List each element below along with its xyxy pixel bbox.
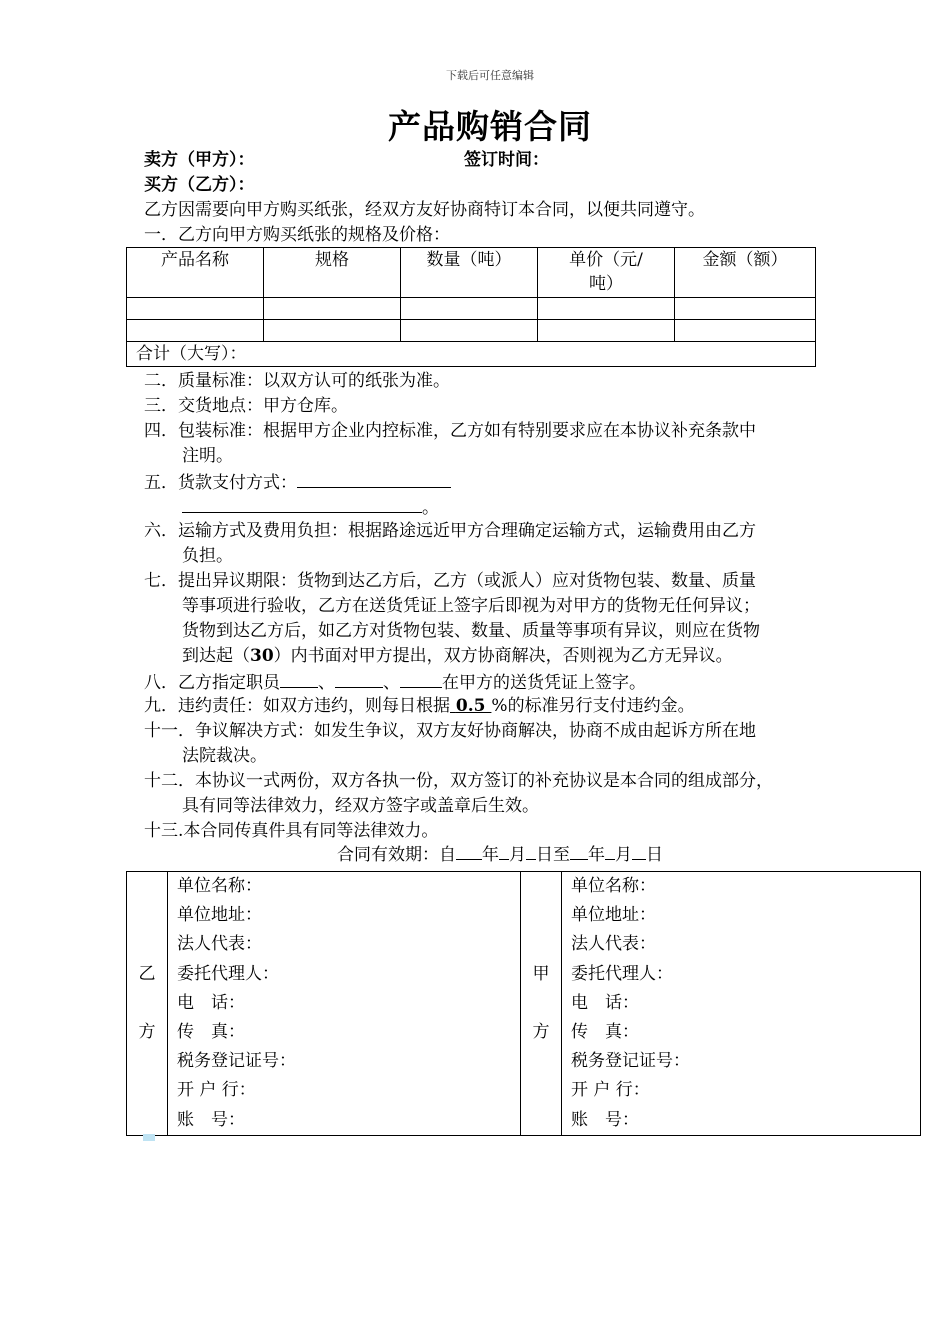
payment-method-blank-2[interactable] xyxy=(182,494,422,513)
tax-id-label: 税务登记证号： xyxy=(571,1051,690,1072)
account-label: 账 号： xyxy=(571,1109,639,1130)
clause-8-pre: 八．乙方指定职员 xyxy=(144,673,280,693)
clause-7-pre: 到达起（ xyxy=(182,646,250,666)
agent-label: 委托代理人： xyxy=(571,963,673,984)
agent-label: 委托代理人： xyxy=(177,963,279,984)
start-year-blank[interactable] xyxy=(456,841,482,860)
company-address-label: 单位地址： xyxy=(571,905,656,926)
table-cell[interactable] xyxy=(264,320,401,342)
clause-6-line-2: 负担。 xyxy=(182,546,233,566)
clause-10-line-2: 法院裁决。 xyxy=(182,746,267,766)
clause-9-pre: 九．违约责任：如双方违约，则每日根据 xyxy=(144,696,450,716)
clause-3: 三．交货地点：甲方仓库。 xyxy=(144,396,348,416)
validity-period xyxy=(337,841,663,868)
party-b-fields[interactable] xyxy=(168,872,521,1136)
header-note: 下载后可任意编辑 xyxy=(446,69,534,82)
header-unit-price-line2: 吨） xyxy=(589,274,623,294)
clause-4-line-2: 注明。 xyxy=(182,446,233,466)
validity-month-2: 月 xyxy=(615,845,632,865)
start-day-blank[interactable] xyxy=(526,841,536,860)
table-row xyxy=(127,320,816,342)
clause-8-post: 在甲方的送货凭证上签字。 xyxy=(442,673,646,693)
company-address-label: 单位地址： xyxy=(177,905,262,926)
party-a-fields[interactable] xyxy=(562,872,921,1136)
penalty-rate: 0.5 xyxy=(455,696,486,716)
clause-4-line-1: 四．包装标准：根据甲方企业内控标准，乙方如有特别要求应在本协议补充条款中 xyxy=(144,421,756,441)
company-name-label: 单位名称： xyxy=(571,876,656,896)
account-label: 账 号： xyxy=(177,1109,245,1130)
buyer-label: 买方（乙方）： xyxy=(144,175,255,195)
header-quantity: 数量（吨） xyxy=(401,248,538,298)
clause-5-line-2 xyxy=(182,494,439,521)
fax-label: 传 真： xyxy=(571,1022,639,1043)
header-amount: 金额（额） xyxy=(675,248,816,298)
header-unit-price-line1: 单价（元/ xyxy=(569,250,643,270)
company-name-label: 单位名称： xyxy=(177,876,262,896)
clause-7-line-1: 七．提出异议期限：货物到达乙方后，乙方（或派人）应对货物包装、数量、质量 xyxy=(144,571,756,591)
clause-7-line-2: 等事项进行验收，乙方在送货凭证上签字后即视为对甲方的货物无任何异议； xyxy=(182,596,760,616)
document-title: 产品购销合同 xyxy=(388,107,592,146)
start-month-blank[interactable] xyxy=(499,841,509,860)
sign-time-label: 签订时间： xyxy=(464,150,549,170)
validity-month-1: 月 xyxy=(509,845,526,865)
price-table xyxy=(126,247,816,367)
table-cell[interactable] xyxy=(264,298,401,320)
validity-year-2: 年 xyxy=(588,845,605,865)
party-b-label: 乙 方 xyxy=(127,872,168,1136)
validity-pre: 合同有效期：自 xyxy=(337,845,456,865)
table-cell[interactable] xyxy=(401,320,538,342)
anchor-marker xyxy=(143,1134,155,1141)
payment-method-blank[interactable] xyxy=(297,469,451,488)
clause-5-end: 。 xyxy=(422,498,439,518)
bank-label: 开 户 行： xyxy=(177,1080,256,1101)
staff-blank-2[interactable] xyxy=(335,669,383,688)
validity-day-2: 日 xyxy=(646,845,663,865)
signature-table xyxy=(126,871,921,1136)
clause-11-line-1: 十二．本协议一式两份，双方各执一份，双方签订的补充协议是本合同的组成部分， xyxy=(144,771,773,791)
clause-5-label: 五．货款支付方式： xyxy=(144,473,297,493)
staff-blank-3[interactable] xyxy=(400,669,442,688)
phone-label: 电 话： xyxy=(571,992,639,1013)
end-year-blank[interactable] xyxy=(570,841,588,860)
clause-8 xyxy=(144,669,646,696)
clause-5 xyxy=(144,469,451,496)
validity-day-1: 日至 xyxy=(536,845,570,865)
table-cell[interactable] xyxy=(401,298,538,320)
header-unit-price xyxy=(538,248,675,298)
clause-8-sep-1: 、 xyxy=(318,673,335,693)
legal-rep-label: 法人代表： xyxy=(571,934,656,955)
clause-12: 十三.本合同传真件具有同等法律效力。 xyxy=(144,821,439,841)
table-cell[interactable] xyxy=(675,320,816,342)
end-month-blank[interactable] xyxy=(605,841,615,860)
clause-10-line-1: 十一．争议解决方式：如发生争议，双方友好协商解决，协商不成由起诉方所在地 xyxy=(144,721,756,741)
clause-2: 二．质量标准：以双方认可的纸张为准。 xyxy=(144,371,450,391)
staff-blank-1[interactable] xyxy=(280,669,318,688)
objection-days: 30 xyxy=(250,646,274,666)
header-product-name: 产品名称 xyxy=(127,248,264,298)
validity-year-1: 年 xyxy=(482,845,499,865)
clause-1: 一．乙方向甲方购买纸张的规格及价格： xyxy=(144,225,450,245)
legal-rep-label: 法人代表： xyxy=(177,934,262,955)
intro-text: 乙方因需要向甲方购买纸张，经双方友好协商特订本合同，以便共同遵守。 xyxy=(144,200,705,220)
total-amount-label: 合计（大写）： xyxy=(127,342,816,367)
bank-label: 开 户 行： xyxy=(571,1080,650,1101)
end-day-blank[interactable] xyxy=(632,841,646,860)
table-cell[interactable] xyxy=(538,320,675,342)
table-row xyxy=(127,298,816,320)
party-a-label: 甲 方 xyxy=(521,872,562,1136)
seller-label: 卖方（甲方）： xyxy=(144,150,255,170)
clause-7-line-4 xyxy=(182,644,733,669)
clause-8-sep-2: 、 xyxy=(383,673,400,693)
clause-7-post: ）内书面对甲方提出，双方协商解决，否则视为乙方无异议。 xyxy=(273,646,733,666)
table-cell[interactable] xyxy=(538,298,675,320)
fax-label: 传 真： xyxy=(177,1022,245,1043)
tax-id-label: 税务登记证号： xyxy=(177,1051,296,1072)
clause-7-line-3: 货物到达乙方后，如乙方对货物包装、数量、质量等事项有异议，则应在货物 xyxy=(182,621,760,641)
table-cell[interactable] xyxy=(127,320,264,342)
clause-9-post: %的标准另行支付违约金。 xyxy=(491,696,695,716)
header-spec: 规格 xyxy=(264,248,401,298)
clause-9 xyxy=(144,694,695,719)
table-cell[interactable] xyxy=(675,298,816,320)
clause-11-line-2: 具有同等法律效力，经双方签字或盖章后生效。 xyxy=(182,796,539,816)
table-cell[interactable] xyxy=(127,298,264,320)
phone-label: 电 话： xyxy=(177,992,245,1013)
clause-6-line-1: 六．运输方式及费用负担：根据路途远近甲方合理确定运输方式，运输费用由乙方 xyxy=(144,521,756,541)
